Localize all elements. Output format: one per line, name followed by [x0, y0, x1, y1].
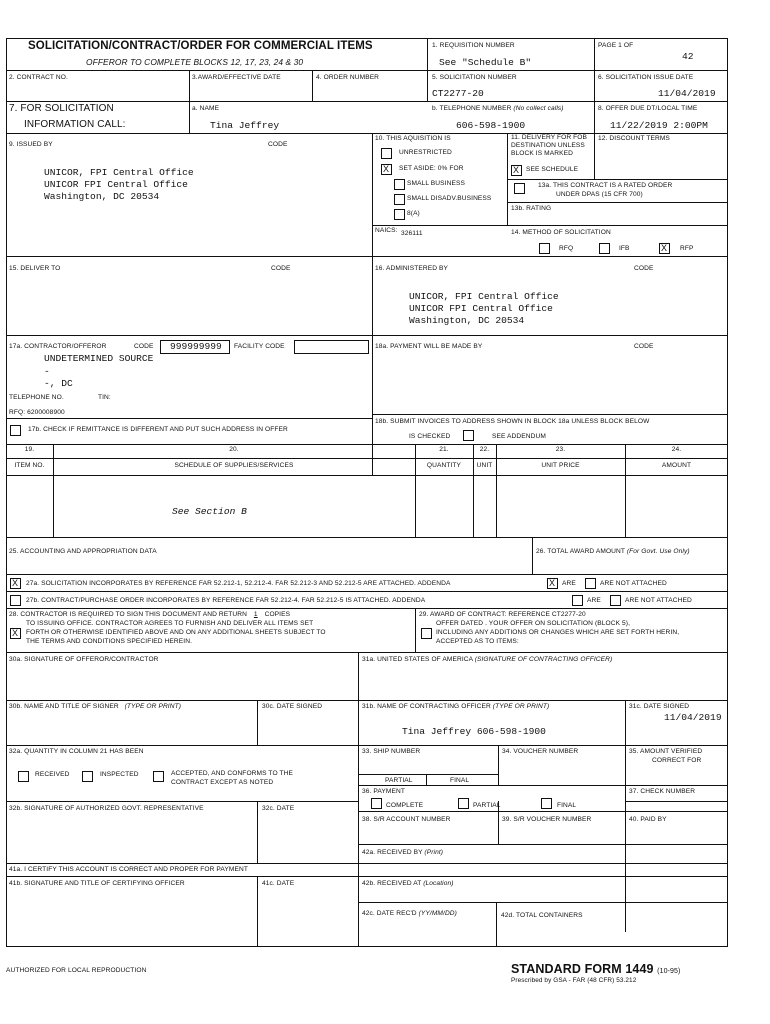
b33-final: FINAL: [450, 777, 470, 784]
27b-checkbox[interactable]: [10, 595, 21, 606]
rule: [6, 444, 728, 445]
b12-label: 12. DISCOUNT TERMS: [598, 135, 670, 142]
b7-label-2: INFORMATION CALL:: [24, 119, 126, 130]
b6-value: 11/04/2019: [658, 88, 716, 99]
b6-label: 6. SOLICITATION ISSUE DATE: [598, 74, 694, 81]
rule: [594, 133, 595, 179]
b13a-line-2: UNDER DPAS (15 CFR 700): [556, 191, 643, 198]
col-schedule-header: SCHEDULE OF SUPPLIES/SERVICES: [174, 462, 294, 469]
rule: [507, 225, 728, 226]
small-business-checkbox[interactable]: [394, 179, 405, 190]
rule: [372, 414, 728, 415]
27a-are-checkbox[interactable]: [547, 578, 558, 589]
b42b-label: 42b. RECEIVED AT (Location): [362, 880, 454, 887]
b15-code: CODE: [271, 265, 291, 272]
b32a-accepted-1: ACCEPTED, AND CONFORMS TO THE: [171, 770, 293, 777]
b31a-label: 31a. UNITED STATES OF AMERICA (SIGNATURE OF CONTRACTING OFFICER): [362, 656, 613, 663]
b32a-accepted-2: CONTRACT EXCEPT AS NOTED: [171, 779, 274, 786]
rule: [426, 774, 427, 785]
b13a-line-1: 13a. THIS CONTRACT IS A RATED ORDER: [538, 182, 673, 189]
b17a-facility: FACILITY CODE: [234, 343, 285, 350]
b42a-label: 42a. RECEIVED BY (Print): [362, 849, 444, 856]
rule: [415, 444, 416, 537]
final-checkbox[interactable]: [541, 798, 552, 809]
rule: [498, 745, 499, 785]
b26-label: 26. TOTAL AWARD AMOUNT (For Govt. Use Only): [536, 548, 690, 555]
col-item-header: ITEM NO.: [14, 462, 45, 469]
col-unit-price-header: UNIT PRICE: [541, 462, 580, 469]
rated-order-checkbox[interactable]: [514, 183, 525, 194]
rule: [496, 444, 497, 537]
col-22-num: 22.: [479, 446, 490, 453]
inspected-checkbox[interactable]: [82, 771, 93, 782]
b10-8a: 8(A): [407, 210, 420, 217]
b1-value: See "Schedule B": [439, 57, 532, 68]
b29-line-1: 29. AWARD OF CONTRACT: REFERENCE CT2277-20: [419, 611, 586, 618]
b37-label: 37. CHECK NUMBER: [629, 788, 696, 795]
rfq-checkbox[interactable]: [539, 243, 550, 254]
rule: [6, 70, 728, 71]
b9-addr-1: UNICOR, FPI Central Office: [44, 167, 194, 178]
b28-line-2: TO ISSUING OFFICE. CONTRACTOR AGREES TO FURNISH AND DELIVER ALL ITEMS SET: [26, 620, 314, 627]
b7a-value: Tina Jeffrey: [210, 120, 280, 131]
rule: [6, 863, 728, 864]
rule: [358, 844, 728, 845]
b32c-label: 32c. DATE: [262, 805, 295, 812]
footer-authorized: AUTHORIZED FOR LOCAL REPRODUCTION: [6, 967, 147, 974]
b17b-label: 17b. CHECK IF REMITTANCE IS DIFFERENT AND PUT SUCH ADDRESS IN OFFER: [28, 426, 288, 433]
b9-addr-2: UNICOR FPI Central Office: [44, 179, 188, 190]
rule: [6, 946, 728, 947]
b14-label: 14. METHOD OF SOLICITATION: [511, 229, 611, 236]
rule: [358, 652, 359, 946]
b41c-label: 41c. DATE: [262, 880, 295, 887]
unrestricted-checkbox[interactable]: [381, 148, 392, 159]
b42c-label: 42c. DATE REC'D (YY/MM/DD): [362, 910, 457, 917]
rule: [532, 537, 533, 574]
rule: [6, 335, 728, 336]
b7-label-1: 7. FOR SOLICITATION: [9, 103, 114, 114]
b8-label: 8. OFFER DUE DT/LOCAL TIME: [598, 105, 698, 112]
ifb-checkbox[interactable]: [599, 243, 610, 254]
rule: [6, 700, 728, 701]
rule: [625, 700, 626, 932]
b9-label: 9. ISSUED BY: [9, 141, 53, 148]
b17a-addr-3: -, DC: [44, 378, 73, 389]
b31c-label: 31c. DATE SIGNED: [629, 703, 690, 710]
col-19-num: 19.: [24, 446, 35, 453]
8a-checkbox[interactable]: [394, 209, 405, 220]
b29-line-3: INCLUDING ANY ADDITIONS OR CHANGES WHICH ARE SET FORTH HERIN,: [436, 629, 680, 636]
rule: [6, 574, 728, 575]
b16-addr-1: UNICOR, FPI Central Office: [409, 291, 559, 302]
rule: [6, 458, 728, 459]
b17a-addr-1: UNDETERMINED SOURCE: [44, 353, 154, 364]
b34-label: 34. VOUCHER NUMBER: [502, 748, 579, 755]
b9-code: CODE: [268, 141, 288, 148]
b9-addr-3: Washington, DC 20534: [44, 191, 160, 202]
rule: [6, 475, 728, 476]
b5-label: 5. SOLICITATION NUMBER: [432, 74, 517, 81]
b28-line-4: THE TERMS AND CONDITIONS SPECIFIED HEREIN.: [26, 638, 193, 645]
page-count: 42: [682, 51, 694, 62]
footer-form-number: STANDARD FORM 1449 (10-95): [511, 962, 681, 976]
b42d-label: 42d. TOTAL CONTAINERS: [501, 912, 583, 919]
rule: [625, 801, 728, 802]
b29-line-2: OFFER DATED . YOUR OFFER ON SOLICITATION (BLOCK 5),: [436, 620, 631, 627]
b13b-label: 13b. RATING: [511, 205, 552, 212]
b14-rfp: RFP: [680, 245, 694, 252]
b7a-label: a. NAME: [192, 105, 220, 112]
accepted-checkbox[interactable]: [153, 771, 164, 782]
rule: [6, 745, 728, 746]
b27a-are: ARE: [562, 580, 576, 587]
rule: [6, 133, 728, 134]
b16-code: CODE: [634, 265, 654, 272]
b41a-label: 41a. I CERTIFY THIS ACCOUNT IS CORRECT AND PROPER FOR PAYMENT: [9, 866, 249, 873]
rule: [6, 101, 728, 102]
col-20-num: 20.: [229, 446, 239, 453]
page-label: PAGE 1 OF: [598, 42, 634, 49]
col-unit-header: UNIT: [476, 462, 493, 469]
b31c-value: 11/04/2019: [664, 712, 722, 723]
b38-label: 38. S/R ACCOUNT NUMBER: [362, 816, 451, 823]
b31b-value: Tina Jeffrey 606-598-1900: [402, 726, 546, 737]
b36-complete: COMPLETE: [386, 802, 424, 809]
b28-line-3: FORTH OR OTHERWISE IDENTIFIED ABOVE AND ON ANY ADDITIONAL SHEETS SUBJECT TO: [26, 629, 326, 636]
rule: [625, 444, 626, 537]
rule: [257, 876, 258, 946]
b25-label: 25. ACCOUNTING AND APPROPRIATION DATA: [9, 548, 157, 555]
b27b-are: ARE: [587, 597, 601, 604]
rule: [427, 38, 428, 101]
b17a-tel: TELEPHONE NO.: [9, 394, 64, 401]
rule: [415, 608, 416, 652]
received-checkbox[interactable]: [18, 771, 29, 782]
rule: [507, 179, 728, 180]
rule: [6, 256, 728, 257]
rule: [473, 444, 474, 537]
addendum-checkbox[interactable]: [463, 430, 474, 441]
see-schedule-checkbox[interactable]: [511, 165, 522, 176]
rule: [189, 70, 190, 133]
b39-label: 39. S/R VOUCHER NUMBER: [502, 816, 592, 823]
b11-line-1: 11. DELIVERY FOR FOB: [511, 134, 588, 141]
complete-checkbox[interactable]: [371, 798, 382, 809]
rule: [507, 202, 728, 203]
b17a-code-label: CODE: [134, 343, 154, 350]
rule: [6, 608, 728, 609]
b32b-label: 32b. SIGNATURE OF AUTHORIZED GOVT. REPRESENTATIVE: [9, 805, 204, 812]
b16-addr-2: UNICOR FPI Central Office: [409, 303, 553, 314]
rule: [358, 785, 728, 786]
rule: [727, 38, 728, 946]
col-quantity-header: QUANTITY: [426, 462, 462, 469]
b30c-label: 30c. DATE SIGNED: [262, 703, 323, 710]
b10-small: SMALL BUSINESS: [407, 180, 465, 187]
b3-label: 3.AWARD/EFFECTIVE DATE: [192, 74, 281, 81]
rule: [372, 133, 373, 475]
b36-partial: PARTIAL: [473, 802, 501, 809]
rule: [6, 38, 728, 39]
b27b-label: 27b. CONTRACT/PURCHASE ORDER INCORPORATES BY REFERENCE FAR 52.212-4. FAR 52.212-5 IS ATTACHED. ADDENDA: [26, 597, 426, 604]
b33-partial: PARTIAL: [385, 777, 413, 784]
27b-are-not-checkbox[interactable]: [610, 595, 621, 606]
rule: [6, 652, 728, 653]
b35-line-1: 35. AMOUNT VERIFIED: [629, 748, 703, 755]
b14-ifb: IFB: [619, 245, 630, 252]
rule: [6, 38, 7, 946]
b17a-tin: TIN:: [98, 394, 111, 401]
b8-value: 11/22/2019 2:00PM: [610, 120, 708, 131]
b16-label: 16. ADMINISTERED BY: [375, 265, 448, 272]
b11-line-2: DESTINATION UNLESS: [511, 142, 585, 149]
b1-label: 1. REQUISITION NUMBER: [432, 42, 515, 49]
disadv-business-checkbox[interactable]: [394, 194, 405, 205]
b18a-label: 18a. PAYMENT WILL BE MADE BY: [375, 343, 483, 350]
b15-label: 15. DELIVER TO: [9, 265, 61, 272]
remittance-checkbox[interactable]: [10, 425, 21, 436]
rule: [358, 902, 728, 903]
rule: [358, 774, 498, 775]
27a-checkbox[interactable]: [10, 578, 21, 589]
b36-final: FINAL: [557, 802, 577, 809]
b30b-label: 30b. NAME AND TITLE OF SIGNER (TYPE OR PRINT): [9, 703, 182, 710]
b18b-addendum: SEE ADDENDUM: [492, 433, 546, 440]
27a-are-not-checkbox[interactable]: [585, 578, 596, 589]
schedule-body: See Section B: [172, 506, 247, 517]
rule: [53, 444, 54, 537]
b32a-label: 32a. QUANTITY IN COLUMN 21 HAS BEEN: [9, 748, 144, 755]
b7b-value: 606-598-1900: [456, 120, 526, 131]
28-checkbox[interactable]: [10, 628, 21, 639]
b16-addr-3: Washington, DC 20534: [409, 315, 525, 326]
b29-line-4: ACCEPTED AS TO ITEMS:: [436, 638, 519, 645]
b17a-code: 999999999: [170, 341, 222, 352]
rule: [6, 591, 728, 592]
sf1449-form: [6, 38, 728, 957]
b18b-checked: IS CHECKED: [409, 433, 451, 440]
b32a-inspected: INSPECTED: [100, 771, 139, 778]
b10-unrestricted: UNRESTRICTED: [399, 149, 452, 156]
b5-value: CT2277-20: [432, 88, 484, 99]
form-subtitle: OFFEROR TO COMPLETE BLOCKS 12, 17, 23, 24 & 30: [86, 57, 304, 67]
b10-disadv: SMALL DISADV.BUSINESS: [407, 195, 492, 202]
b10-naics: 326111: [401, 230, 423, 237]
set-aside-checkbox[interactable]: [381, 164, 392, 175]
rule: [257, 801, 258, 863]
b2-label: 2. CONTRACT NO.: [9, 74, 68, 81]
b11-line-3: BLOCK IS MARKED: [511, 150, 573, 157]
footer-prescribed: Prescribed by GSA - FAR (48 CFR) 53.212: [511, 977, 637, 984]
27b-are-checkbox[interactable]: [572, 595, 583, 606]
b31b-label: 31b. NAME OF CONTRACTING OFFICER (TYPE OR PRINT): [362, 703, 550, 710]
29-checkbox[interactable]: [421, 628, 432, 639]
b28-line-1: 28. CONTRACTOR IS REQUIRED TO SIGN THIS DOCUMENT AND RETURN 1 COPIES: [9, 611, 291, 618]
rule: [6, 801, 358, 802]
b36-label: 36. PAYMENT: [362, 788, 405, 795]
rule: [496, 902, 497, 946]
b4-label: 4. ORDER NUMBER: [316, 74, 380, 81]
b40-label: 40. PAID BY: [629, 816, 667, 823]
rule: [6, 537, 728, 538]
rule: [358, 811, 728, 812]
b41b-label: 41b. SIGNATURE AND TITLE OF CERTIFYING OFFICER: [9, 880, 185, 887]
b27a-label: 27a. SOLICITATION INCORPORATES BY REFERENCE FAR 52.212-1, 52.212-4. FAR 52.212-3 AND 52.212-5 ARE ATTACHED. ADDENDA: [26, 580, 451, 587]
b17a-rfq: RFQ: 6200008900: [9, 409, 65, 416]
b17a-label: 17a. CONTRACTOR/OFFEROR: [9, 343, 107, 350]
rule: [6, 876, 728, 877]
rule: [594, 38, 595, 133]
rule: [257, 700, 258, 745]
b17a-addr-2: -: [44, 366, 50, 377]
rule: [312, 70, 313, 101]
b18a-code: CODE: [634, 343, 654, 350]
b32a-received: RECEIVED: [35, 771, 70, 778]
b10-naics-label: NAICS:: [375, 227, 398, 234]
form-title: SOLICITATION/CONTRACT/ORDER FOR COMMERCIAL ITEMS: [28, 40, 373, 52]
b30a-label: 30a. SIGNATURE OF OFFEROR/CONTRACTOR: [9, 656, 159, 663]
col-amount-header: AMOUNT: [661, 462, 692, 469]
col-21-num: 21.: [439, 446, 449, 453]
b10-label: 10. THIS AQUISITION IS: [375, 135, 451, 142]
col-24-num: 24.: [671, 446, 682, 453]
b18b-line-1: 18b. SUBMIT INVOICES TO ADDRESS SHOWN IN BLOCK 18a UNLESS BLOCK BELOW: [375, 418, 650, 425]
b7b-label: b. TELEPHONE NUMBER (No collect calls): [432, 105, 564, 112]
b33-label: 33. SHIP NUMBER: [362, 748, 421, 755]
b35-line-2: CORRECT FOR: [652, 757, 702, 764]
facility-code-field[interactable]: [294, 340, 369, 354]
rule: [6, 418, 372, 419]
rfp-checkbox[interactable]: [659, 243, 670, 254]
partial-checkbox[interactable]: [458, 798, 469, 809]
b11-see: SEE SCHEDULE: [526, 166, 579, 173]
b10-setaside: SET ASIDE: 0% FOR: [399, 165, 464, 172]
col-23-num: 23.: [555, 446, 566, 453]
b14-rfq: RFQ: [559, 245, 574, 252]
b27b-are-not: ARE NOT ATTACHED: [625, 597, 692, 604]
b27a-are-not: ARE NOT ATTACHED: [600, 580, 667, 587]
